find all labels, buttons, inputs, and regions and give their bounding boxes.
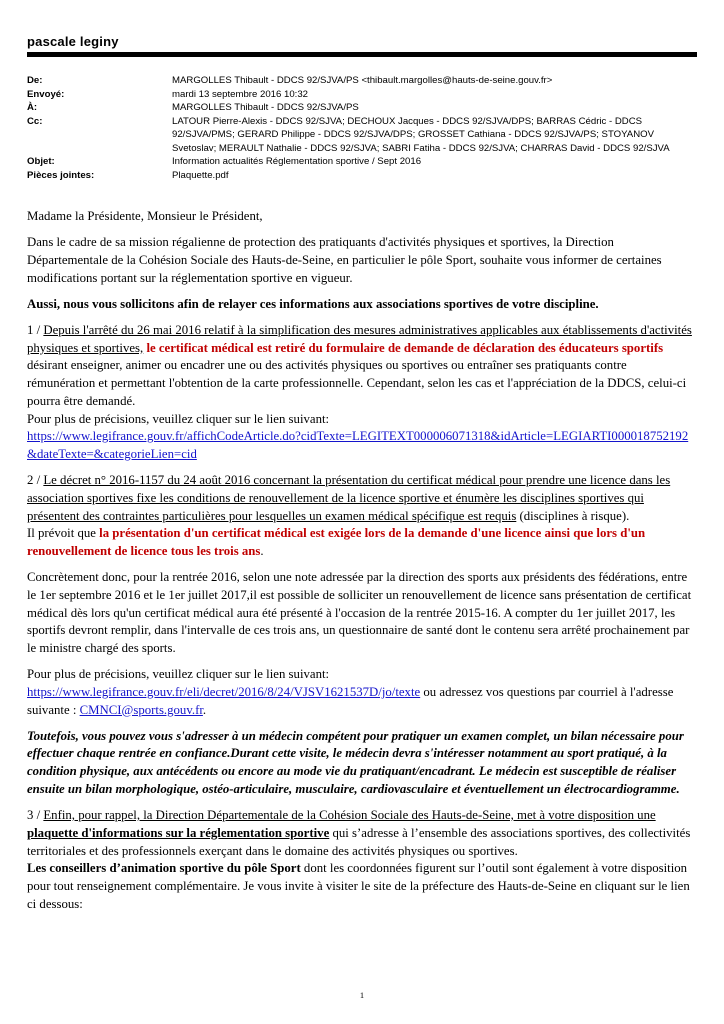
text-run: Enfin, pour rappel, la Direction Départementale de la Cohésion Sociale des Hauts-de-Seine, met à votre disposition une [43, 808, 656, 823]
page-number: 1 [359, 990, 365, 1000]
paragraph-call-to-action [27, 296, 697, 314]
meta-field-label: À: [27, 102, 38, 113]
text-run: Concrètement donc, pour la rentrée 2016, selon une note adressée par la direction des sports aux présidents des fédérations, entre le 1er septembre 2016 et le 1er juillet 2017,il est possible de solliciter un renouvellement de licence sans présentation de certificat médical dès lors qu'un certificat médical aura été présenté à l'occasion de la rentrée 2015-16. A compter du 1er juillet 2017, les sportifs devront remplir, dans l'intervalle de ces trois ans, un questionnaire de santé dont le contenu sera arrêté prochainement par le ministre chargé des sports. [27, 570, 692, 655]
text-run: Aussi, nous vous sollicitons afin de relayer ces informations aux associations sportives de votre discipline. [27, 296, 599, 311]
text-run: Madame la Présidente, Monsieur le Président, [27, 209, 263, 223]
text-run: Pour plus de précisions, veuillez cliquer sur le lien suivant: [27, 411, 330, 426]
meta-field-label: Envoyé: [27, 88, 65, 100]
text-run: . [260, 543, 264, 558]
meta-row [27, 101, 697, 115]
printed-user-name: pascale leginy [27, 34, 119, 49]
text-run: ou adressez vos questions par courriel à l'adresse suivante : [27, 684, 674, 717]
text-run: 1 / [27, 323, 44, 338]
meta-field-label: De: [27, 75, 43, 86]
meta-field-label: Objet: [27, 156, 55, 167]
text-run: Toutefois, vous pouvez vous s'adresser à un médecin compétent pour pratiquer un examen complet, un bilan nécessaire pour effectuer chaque rentrée en confiance.Durant cette visite, le médecin devra s'intéresser notamment au sport pratiqué, à la condition physique, aux antécédents ou encore au mode vie du pratiquant/encadrant. Le médecin est susceptible de réaliser ensuite un bilan morphologique, ostéo-articulaire, musculaire, cardiovasculaire et éventuellement un électrocardiogramme. [27, 728, 684, 796]
email-meta [27, 74, 697, 182]
paragraph-medical-advice [27, 728, 697, 799]
text-run: Dans le cadre de sa mission régalienne de protection des pratiquants d'activités physiques et sportives, la Direction Départementale de la Cohésion Sociale des Hauts-de-Seine, en particulier le pôle Sport, souhaite vous informer de certaines modifications portant sur la réglementation sportive en vigueur. [27, 235, 662, 285]
meta-field-value: Plaquette.pdf [172, 169, 229, 181]
meta-field-label: Cc: [27, 115, 43, 127]
meta-field-value: LATOUR Pierre-Alexis - DDCS 92/SJVA; DECHOUX Jacques - DDCS 92/SJVA/DPS; BARRAS Cédric - DDCS 92/SJVA/PMS; GERARD Philippe - DDCS 92/SJVA/DPS; GROSSET Cathiana - DDCS 92/SJVA/PS; STOYANOV Svetoslav; MERAULT Nathalie - DDCS 92/SJVA; SABRI Fatiha - DDCS 92/SJVA; CHARRAS David - DDCS 92/SJVA [172, 115, 670, 154]
paragraph-point-2 [27, 472, 697, 561]
text-run: 3 / [27, 808, 44, 823]
meta-field-label: Pièces jointes: [27, 169, 95, 181]
paragraph-details-rentree-2016 [27, 569, 697, 658]
text-run: Depuis l'arrêté du 26 mai 2016 relatif à la simplification des mesures administratives applicables aux établissements d'activités physiques et sportives, [27, 323, 692, 355]
text-run: 2 / [27, 473, 44, 488]
print-header [27, 34, 697, 57]
hyperlink[interactable]: https://www.legifrance.gouv.fr/eli/decret/2016/8/24/VJSV1621537D/jo/texte [27, 684, 421, 699]
text-run: (disciplines à risque). [516, 508, 630, 523]
meta-row [27, 88, 697, 102]
text-run: dont les coordonnées figurent sur l’outil sont également à votre disposition pour tout renseignement complémentaire. Je vous invite à visiter le site de la préfecture des Hauts-de-Seine en cliquant sur le lien ci dessous: [27, 861, 690, 911]
meta-row [27, 74, 697, 88]
meta-row [27, 115, 697, 156]
paragraph-point-1 [27, 322, 697, 464]
meta-row [27, 155, 697, 169]
paragraph-salutation [27, 208, 697, 226]
hyperlink[interactable]: https://www.legifrance.gouv.fr/affichCodeArticle.do?cidTexte=LEGITEXT000006071318&idArticle=LEGIARTI000018752192&dateTexte=&categorieLien=cid [27, 429, 689, 461]
meta-field-value: Information actualités Réglementation sportive / Sept 2016 [172, 156, 422, 167]
text-run: Le décret n° 2016-1157 du 24 août 2016 concernant la présentation du certificat médical pour prendre une licence dans les association sportives fixe les conditions de renouvellement de la licence sportive et énumère les disciplines sportives qui présentent des contraintes particulières pour lesquelles un examen médical spécifique est requis [27, 473, 671, 523]
text-run: . [202, 702, 207, 717]
paragraph-intro [27, 234, 697, 287]
text-run: le certificat médical est retiré du formulaire de demande de déclaration des éducateurs sportifs [146, 340, 664, 355]
text-run: Les conseillers d’animation sportive du pôle Sport [27, 861, 301, 876]
text-run: Il prévoit que [27, 526, 100, 541]
email-body [27, 208, 697, 913]
text-run: désirant enseigner, animer ou encadrer une ou des activités physiques ou sportives ou entraîner ses pratiquants contre rémunération et permettant l'obtention de la carte professionnelle. Cependant, selon les cas et l'appréciation de la DDCS, celui-ci pourra être demandé. [27, 358, 687, 408]
text-run: qui s’adresse à l’ensemble des associations sportives, des collectivités territoriales et des professionnels exerçant dans le domaine des activités physiques ou sportives. [27, 825, 691, 858]
meta-field-value: mardi 13 septembre 2016 10:32 [172, 88, 308, 100]
meta-row [27, 169, 697, 183]
meta-field-value: MARGOLLES Thibault - DDCS 92/SJVA/PS <thibault.margolles@hauts-de-seine.gouv.fr> [172, 75, 553, 86]
text-run: la présentation d'un certificat médical est exigée lors de la demande d'une licence ainsi que lors d'un renouvellement de licence tous les trois ans [27, 526, 646, 558]
meta-field-value: MARGOLLES Thibault - DDCS 92/SJVA/PS [172, 102, 359, 113]
text-run: plaquette d'informations sur la réglementation sportive [27, 825, 330, 840]
paragraph-links-decret [27, 666, 697, 719]
hyperlink[interactable]: CMNCI@sports.gouv.fr [79, 702, 203, 717]
text-run: Pour plus de précisions, veuillez cliquer sur le lien suivant: [27, 667, 330, 682]
paragraph-point-3 [27, 807, 697, 913]
header-divider [27, 52, 697, 57]
